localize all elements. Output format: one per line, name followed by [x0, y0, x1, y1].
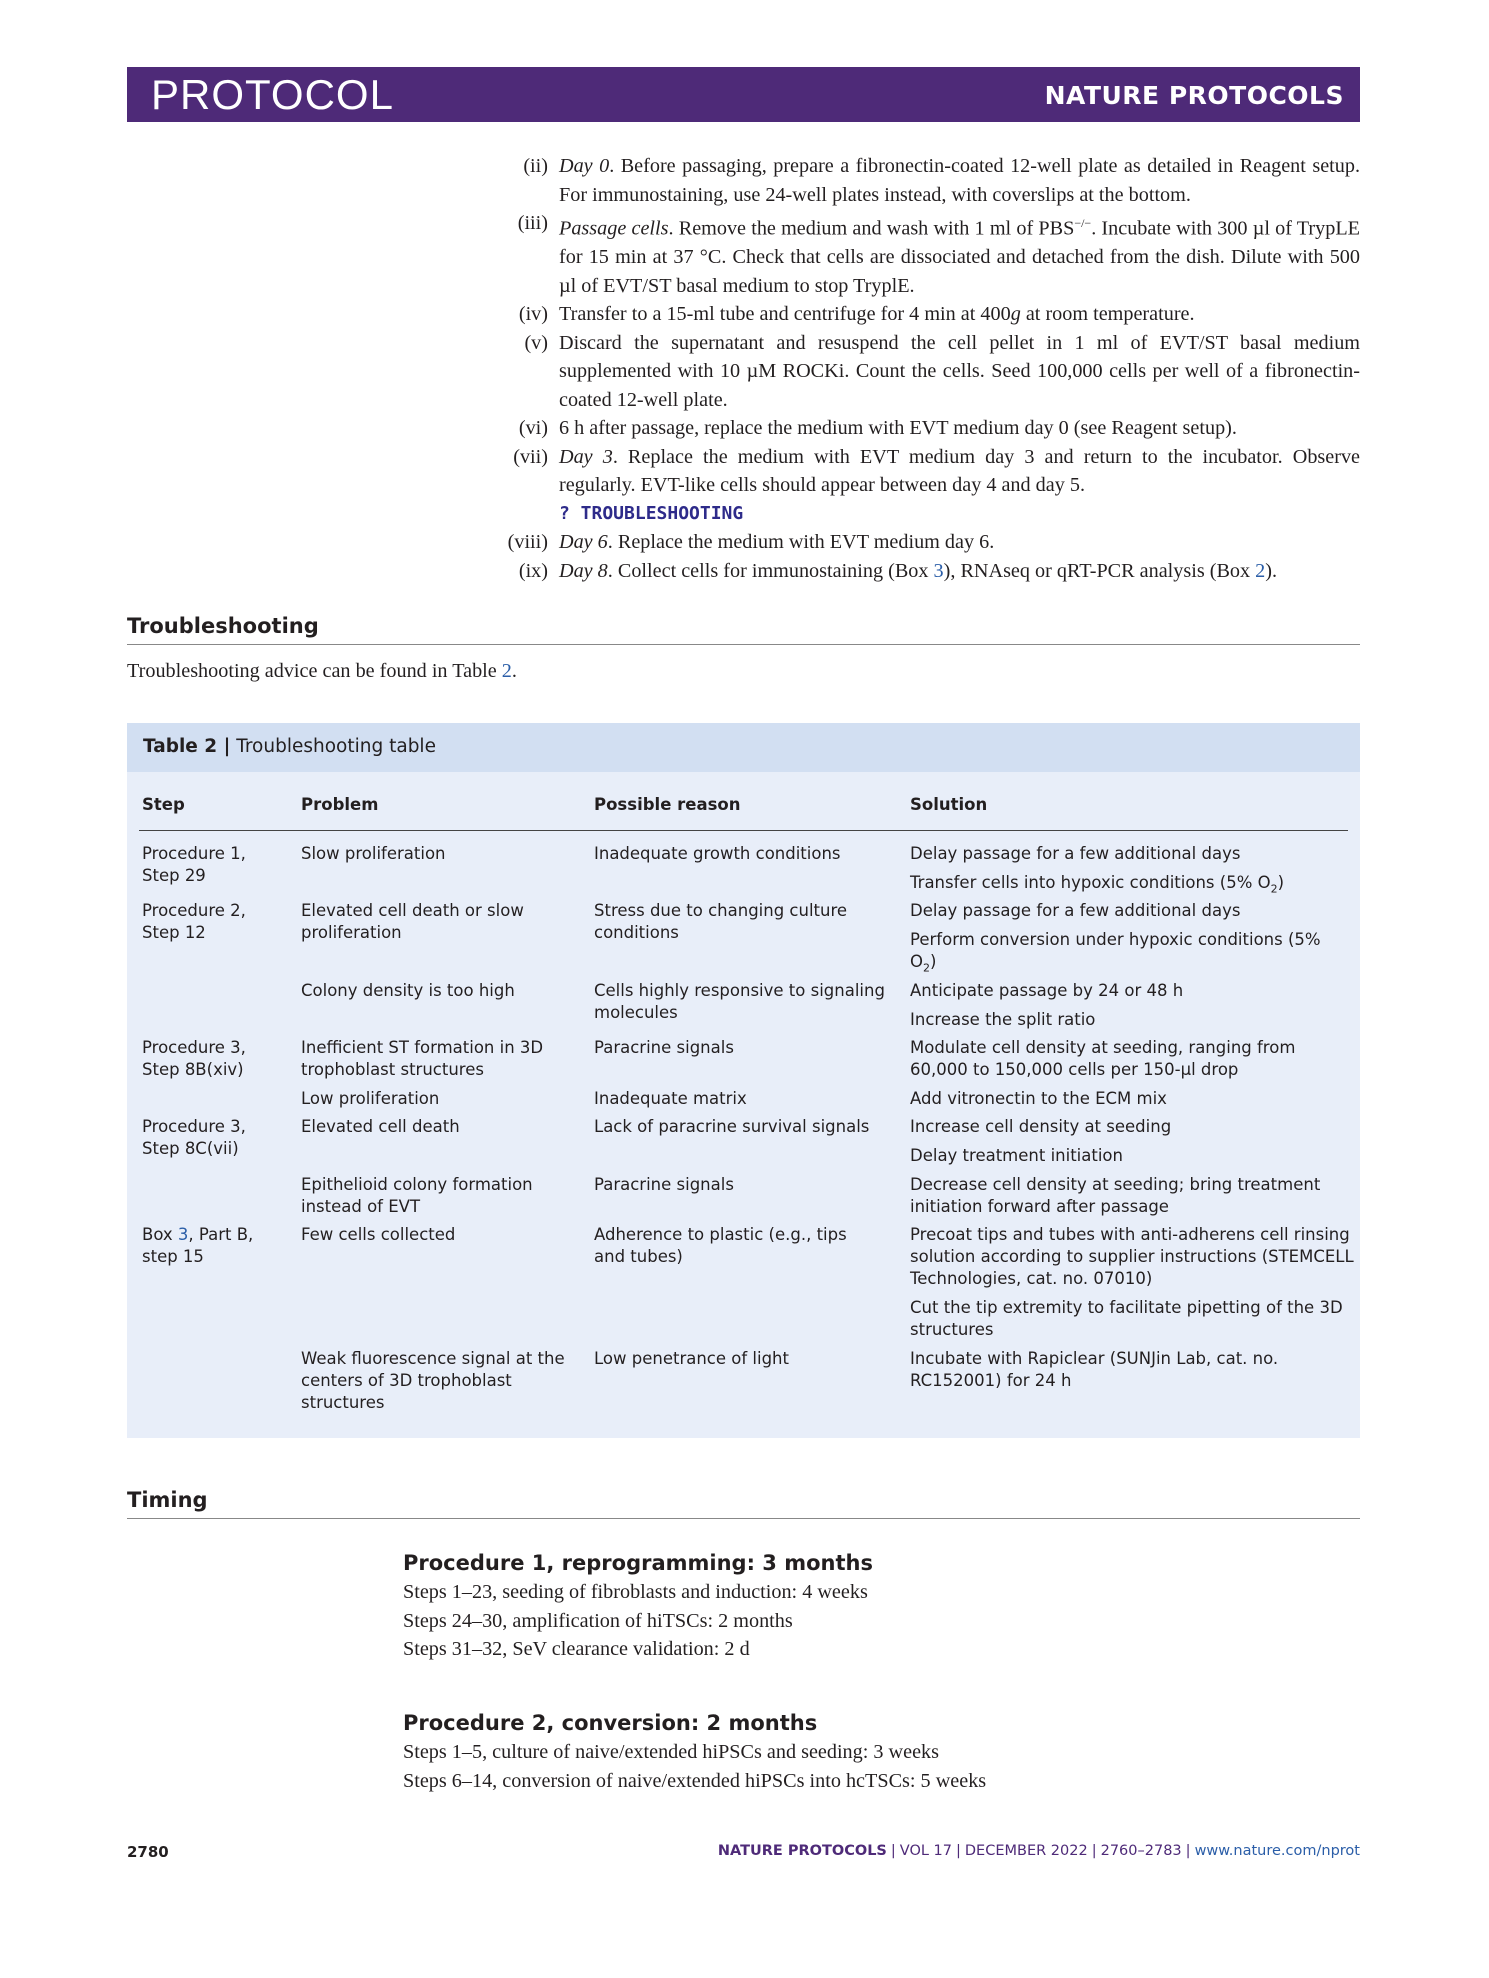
table-2-link[interactable]: 2: [501, 660, 512, 682]
page-number: 2780: [127, 1843, 169, 1861]
box-2-link[interactable]: 2: [1255, 559, 1266, 582]
table-cell: Delay passage for a few additional days: [910, 901, 1241, 920]
table-cell: Colony density is too high: [301, 981, 515, 1000]
table-cell: Procedure 2, Step 12: [142, 901, 246, 942]
footer-journal: NATURE PROTOCOLS: [717, 1843, 887, 1859]
col-header-problem: Problem: [301, 795, 379, 814]
table-cell: Procedure 3, Step 8C(vii): [142, 1117, 246, 1158]
col-header-solution: Solution: [910, 795, 988, 814]
table-cell: Increase cell density at seeding: [910, 1117, 1172, 1136]
table-cell: Stress due to changing culture conditions: [594, 901, 848, 942]
step-iv: (iv) Transfer to a 15-ml tube and centrifuge for 4 min at 400g at room temperature.: [518, 303, 1195, 326]
timing-line: Steps 31–32, SeV clearance validation: 2 d: [403, 1638, 750, 1660]
timing-line: Steps 6–14, conversion of naive/extended hiPSCs into hcTSCs: 5 weeks: [403, 1769, 987, 1792]
table-cell: Transfer cells into hypoxic conditions (5% $O_2$): [910, 873, 1285, 896]
table-cell: Weak fluorescence signal at the centers of 3D trophoblast structures: [301, 1349, 565, 1412]
troubleshooting-link[interactable]: ? TROUBLESHOOTING: [559, 502, 744, 524]
table-cell: Low penetrance of light: [594, 1349, 789, 1368]
step-iii: (iii) Passage cells. Remove the medium and wash with 1 ml of PBS−/−. Incubate with 300 µl of TrypLE for 15 min at 37 °C. Check that cells are dissociated and detached from the dish. Dilute with 500 µl of EVT/ST basal medium to stop TryplE.: [517, 212, 1360, 297]
table-cell: Inefficient ST formation in 3D trophoblast structures: [301, 1038, 544, 1079]
box-3-table-link[interactable]: 3: [177, 1225, 189, 1244]
table-cell: Inadequate growth conditions: [594, 844, 841, 863]
table-cell: Elevated cell death: [301, 1117, 460, 1136]
table-cell: Decrease cell density at seeding; bring treatment initiation forward after passage: [910, 1175, 1321, 1216]
table-cell: Delay passage for a few additional days: [910, 844, 1241, 863]
step-vii: (vii) Day 3. Replace the medium with EVT medium day 3 and return to the incubator. Observe regularly. EVT-like cells should appear between day 4 and day 5. ? TROUBLESHOOTING: [460, 443, 1360, 529]
page-header: [127, 67, 1360, 122]
step-ix: (ix) Day 8. Collect cells for immunostaining (Box 3), RNAseq or qRT-PCR analysis (Box 2).: [518, 559, 1278, 582]
troubleshooting-text: Troubleshooting advice can be found in Table 2.: [127, 660, 517, 682]
table-cell: Procedure 1, Step 29: [142, 844, 246, 885]
table-cell: Increase the split ratio: [910, 1010, 1096, 1029]
table-cell: Cells highly responsive to signaling molecules: [594, 981, 885, 1022]
timing-procedure-2: [403, 1708, 1303, 1795]
col-header-reason: Possible reason: [594, 795, 741, 814]
step-vi: (vi) 6 h after passage, replace the medium with EVT medium day 0 (see Reagent setup).: [518, 417, 1237, 440]
table-cell: Elevated cell death or slow proliferation: [301, 901, 524, 942]
table-cell: Paracrine signals: [594, 1175, 734, 1194]
table-cell: Slow proliferation: [301, 844, 446, 863]
footer-citation: NATURE PROTOCOLS | VOL 17 | DECEMBER 2022 | 2760–2783 | www.nature.com/nprot: [717, 1843, 1360, 1859]
table-cell: Delay treatment initiation: [910, 1146, 1123, 1165]
table-cell: Low proliferation: [301, 1089, 440, 1108]
table-cell: Procedure 3, Step 8B(xiv): [142, 1038, 246, 1079]
troubleshooting-table: [127, 723, 1360, 1438]
table-cell: Lack of paracrine survival signals: [594, 1117, 870, 1136]
timing-line: Steps 24–30, amplification of hiTSCs: 2 months: [403, 1609, 793, 1632]
table-cell: Modulate cell density at seeding, ranging from 60,000 to 150,000 cells per 150-µl drop: [910, 1038, 1296, 1079]
procedure-steps: [460, 152, 1360, 585]
box-3-link[interactable]: 3: [933, 559, 944, 582]
timing-procedure-1: [403, 1548, 1303, 1664]
table-cell: Few cells collected: [301, 1225, 456, 1244]
table-cell: Paracrine signals: [594, 1038, 734, 1057]
footer-pages: 2760–2783: [1100, 1843, 1182, 1859]
table-cell: Cut the tip extremity to facilitate pipetting of the 3D structures: [910, 1298, 1343, 1339]
section-label: PROTOCOL: [151, 71, 394, 118]
table-caption: Table 2 | Troubleshooting table: [127, 723, 1360, 772]
troubleshooting-heading: Troubleshooting: [127, 614, 1360, 645]
timing-procedure-2-title: Procedure 2, conversion: 2 months: [403, 1711, 818, 1735]
table-cell: Inadequate matrix: [594, 1089, 747, 1108]
table-cell: Precoat tips and tubes with anti-adherens cell rinsing solution according to supplier instructions (STEMCELL Technologies, cat. no. 07010): [910, 1225, 1354, 1288]
timing-heading: Timing: [127, 1488, 1360, 1519]
table-cell: Box 3, Part B, step 15: [142, 1225, 254, 1266]
table-header-row: [139, 795, 1348, 831]
timing-line: Steps 1–5, culture of naive/extended hiPSCs and seeding: 3 weeks: [403, 1741, 939, 1763]
col-header-step: Step: [142, 795, 185, 814]
timing-line: Steps 1–23, seeding of fibroblasts and induction: 4 weeks: [403, 1581, 868, 1603]
step-ii: (ii) Day 0. Before passaging, prepare a fibronectin-coated 12-well plate as detailed in Reagent setup. For immunostaining, use 24-well plates instead, with coverslips at the bottom.: [523, 155, 1360, 206]
table-cell: Epithelioid colony formation instead of EVT: [301, 1175, 533, 1216]
step-v: (v) Discard the supernatant and resuspend the cell pellet in 1 ml of EVT/ST basal medium supplemented with 10 µM ROCKi. Count the cells. Seed 100,000 cells per well of a fibronectin-coated 12-well plate.: [524, 331, 1360, 411]
table-cell: Incubate with Rapiclear (SUNJin Lab, cat. no. RC152001) for 24 h: [910, 1349, 1279, 1390]
table-cell: Anticipate passage by 24 or 48 h: [910, 981, 1184, 1000]
timing-procedure-1-title: Procedure 1, reprogramming: 3 months: [403, 1551, 873, 1575]
table-cell: Add vitronectin to the ECM mix: [910, 1089, 1167, 1108]
footer-volume: VOL 17: [899, 1843, 952, 1859]
table-cell: Perform conversion under hypoxic conditions (5% $O_2$): [910, 930, 1321, 975]
footer-date: DECEMBER 2022: [964, 1843, 1088, 1859]
footer-url-link[interactable]: www.nature.com/nprot: [1194, 1843, 1360, 1859]
journal-name: NATURE PROTOCOLS: [1044, 81, 1344, 110]
table-cell: Adherence to plastic (e.g., tips and tubes): [594, 1225, 847, 1266]
step-viii: (viii) Day 6. Replace the medium with EVT medium day 6.: [507, 531, 995, 554]
